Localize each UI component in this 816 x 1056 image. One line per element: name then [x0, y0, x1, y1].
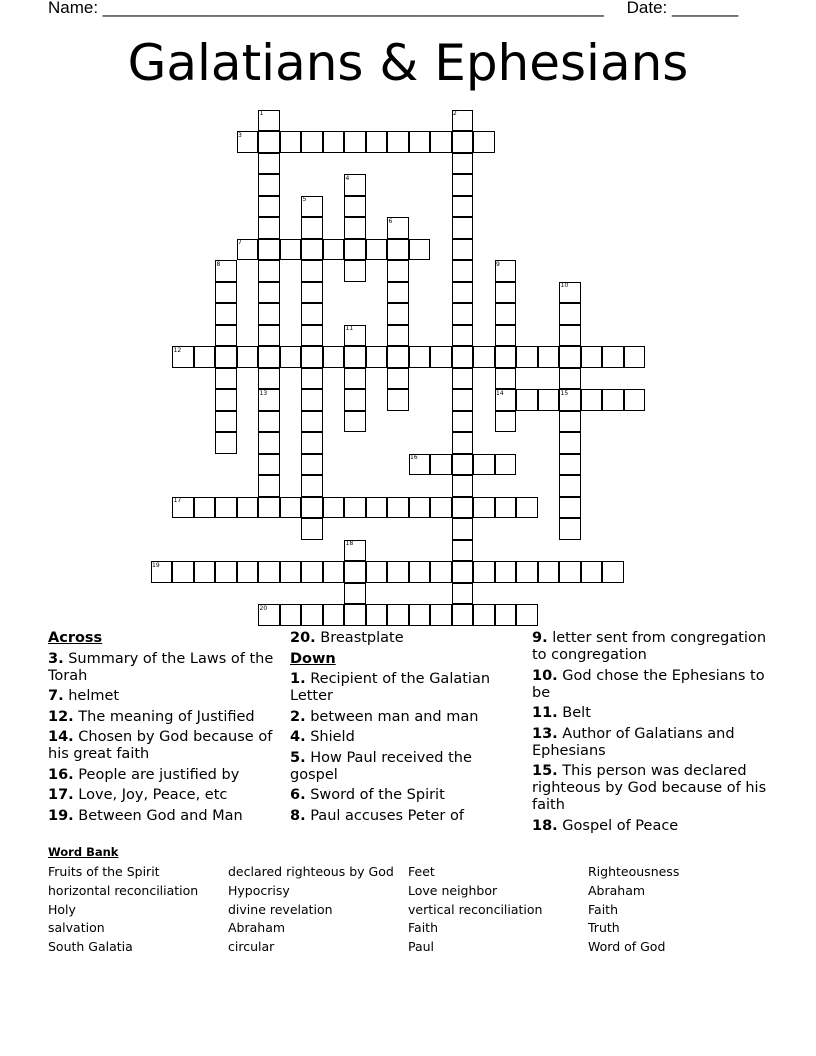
- crossword-cell[interactable]: [215, 282, 237, 304]
- crossword-cell[interactable]: [301, 389, 323, 411]
- crossword-cell[interactable]: [387, 282, 409, 304]
- crossword-cell[interactable]: [452, 518, 474, 540]
- crossword-cell[interactable]: [387, 389, 409, 411]
- crossword-cell[interactable]: [344, 497, 366, 519]
- crossword-cell[interactable]: [452, 153, 474, 175]
- crossword-cell[interactable]: [387, 604, 409, 626]
- crossword-cell[interactable]: [452, 475, 474, 497]
- clue-number: 20: [259, 604, 268, 612]
- crossword-cell[interactable]: [559, 325, 581, 347]
- clue-down-10: 10. God chose the Ephesians to be: [532, 667, 765, 701]
- crossword-cell[interactable]: [581, 561, 603, 583]
- clue-down-2: 2. between man and man: [290, 708, 479, 725]
- crossword-cell[interactable]: [280, 346, 302, 368]
- crossword-cell[interactable]: [409, 239, 431, 261]
- clues-column-1: [48, 630, 280, 828]
- clue-across-19: 19. Between God and Man: [48, 807, 243, 824]
- word-bank-item: Abraham: [228, 920, 286, 936]
- crossword-cell[interactable]: [430, 497, 452, 519]
- crossword-cell[interactable]: [538, 561, 560, 583]
- crossword-cell[interactable]: [559, 475, 581, 497]
- word-bank-item: Fruits of the Spirit: [48, 864, 160, 879]
- crossword-cell[interactable]: [366, 604, 388, 626]
- crossword-cell[interactable]: [430, 346, 452, 368]
- crossword-cell[interactable]: [387, 368, 409, 390]
- crossword-cell[interactable]: [559, 368, 581, 390]
- word-bank-item: Truth: [588, 920, 620, 936]
- crossword-cell[interactable]: [301, 303, 323, 325]
- crossword-cell[interactable]: [409, 497, 431, 519]
- crossword-cell[interactable]: [194, 497, 216, 519]
- crossword-cell[interactable]: [258, 561, 280, 583]
- crossword-cell[interactable]: [409, 561, 431, 583]
- crossword-cell[interactable]: [452, 282, 474, 304]
- clue-down-9: 9. letter sent from congregation to congregation: [532, 630, 767, 663]
- crossword-cell[interactable]: [215, 303, 237, 325]
- clue-down-18: 18. Gospel of Peace: [532, 817, 679, 834]
- crossword-cell[interactable]: [602, 389, 624, 411]
- crossword-cell[interactable]: [258, 153, 280, 175]
- crossword-cell[interactable]: [258, 303, 280, 325]
- crossword-cell[interactable]: [452, 260, 474, 282]
- crossword-cell[interactable]: [344, 389, 366, 411]
- clue-number: 1: [259, 110, 264, 117]
- crossword-cell[interactable]: [452, 346, 474, 368]
- page-title: Galatians & Ephesians: [127, 34, 689, 92]
- crossword-cell[interactable]: [473, 454, 495, 476]
- crossword-cell[interactable]: [258, 325, 280, 347]
- crossword-cell[interactable]: [344, 260, 366, 282]
- crossword-cell[interactable]: [538, 389, 560, 411]
- crossword-cell[interactable]: [516, 346, 538, 368]
- word-bank-column-3: [408, 863, 542, 957]
- crossword-cell[interactable]: [559, 303, 581, 325]
- crossword-cell[interactable]: [215, 411, 237, 433]
- crossword-cell[interactable]: [215, 389, 237, 411]
- crossword-cell[interactable]: [258, 346, 280, 368]
- crossword-cell[interactable]: [344, 239, 366, 261]
- clue-down-11: 11. Belt: [532, 705, 591, 721]
- crossword-cell[interactable]: [387, 260, 409, 282]
- crossword-cell[interactable]: [344, 217, 366, 239]
- crossword-cell[interactable]: [581, 346, 603, 368]
- clue-number: 4: [345, 174, 350, 182]
- crossword-cell[interactable]: [387, 131, 409, 153]
- clue-number: 7: [238, 239, 242, 246]
- clue-down-15: 15. This person was declared righteous by God because of his faith: [532, 763, 767, 813]
- crossword-cell[interactable]: [452, 368, 474, 390]
- crossword-cell[interactable]: [430, 131, 452, 153]
- crossword-cell[interactable]: [280, 561, 302, 583]
- crossword-cell[interactable]: [280, 497, 302, 519]
- clue-number: 18: [345, 540, 354, 547]
- crossword-cell[interactable]: [559, 497, 581, 519]
- clue-number: 8: [216, 260, 221, 268]
- crossword-cell[interactable]: [301, 411, 323, 433]
- crossword-cell[interactable]: [280, 604, 302, 626]
- crossword-cell[interactable]: [301, 497, 323, 519]
- word-bank-item: Paul: [408, 939, 435, 955]
- crossword-cell[interactable]: [366, 346, 388, 368]
- name-field[interactable]: Name: _____________________________________________________: [48, 0, 604, 17]
- crossword-cell[interactable]: [430, 454, 452, 476]
- clue-number: 14: [496, 389, 504, 397]
- clue-down-8: 8. Paul accuses Peter of: [290, 807, 464, 824]
- crossword-cell[interactable]: [516, 497, 538, 519]
- word-bank-item: Faith: [408, 920, 438, 936]
- crossword-cell[interactable]: [387, 346, 409, 368]
- clue-down-5: 5. How Paul received the gospel: [290, 749, 472, 783]
- crossword-cell[interactable]: [473, 346, 495, 368]
- clue-number: 2: [453, 110, 457, 117]
- crossword-cell[interactable]: [473, 131, 495, 153]
- crossword-cell[interactable]: [215, 325, 237, 347]
- clue-down-6: 6. Sword of the Spirit: [290, 787, 445, 803]
- clue-number: 17: [173, 497, 182, 504]
- word-bank-item: vertical reconciliation: [408, 901, 543, 917]
- crossword-cell[interactable]: [237, 346, 259, 368]
- crossword-cell[interactable]: [344, 196, 366, 218]
- crossword-cell[interactable]: [172, 561, 194, 583]
- crossword-cell[interactable]: [344, 411, 366, 433]
- crossword-cell[interactable]: [452, 604, 474, 626]
- crossword-cell[interactable]: [387, 325, 409, 347]
- crossword-cell[interactable]: [301, 518, 323, 540]
- crossword-cell[interactable]: [581, 389, 603, 411]
- clue-number: 11: [345, 325, 354, 332]
- crossword-cell[interactable]: [387, 561, 409, 583]
- crossword-cell[interactable]: [452, 432, 474, 454]
- clue-number: 16: [410, 454, 418, 461]
- crossword-cell[interactable]: [258, 432, 280, 454]
- crossword-cell[interactable]: [538, 346, 560, 368]
- crossword-cell[interactable]: [323, 131, 345, 153]
- crossword-cell[interactable]: [495, 454, 517, 476]
- crossword-cell[interactable]: [366, 131, 388, 153]
- word-bank-item: Love neighbor: [408, 882, 498, 898]
- crossword-cell[interactable]: [301, 131, 323, 153]
- down-heading: Down: [290, 650, 336, 667]
- word-bank-column-4: [588, 863, 679, 957]
- crossword-cell[interactable]: [215, 368, 237, 390]
- crossword-cell[interactable]: [559, 411, 581, 433]
- clue-down-1: 1. Recipient of the Galatian Letter: [290, 671, 491, 704]
- crossword-cell[interactable]: [602, 346, 624, 368]
- crossword-cell[interactable]: [452, 583, 474, 605]
- clue-across-20: 20. Breastplate: [290, 630, 404, 646]
- clue-down-13: 13. Author of Galatians and Ephesians: [532, 725, 735, 759]
- word-bank-item: South Galatia: [48, 939, 133, 955]
- word-bank-column-1: [48, 863, 198, 957]
- clue-number: 19: [152, 561, 160, 569]
- crossword-cell[interactable]: [452, 454, 474, 476]
- clues-column-2: [290, 630, 522, 828]
- clue-number: 12: [173, 346, 182, 354]
- crossword-cell[interactable]: [258, 260, 280, 282]
- word-bank-item: salvation: [48, 920, 105, 936]
- word-bank-item: Word of God: [588, 939, 666, 955]
- crossword-cell[interactable]: [258, 411, 280, 433]
- crossword-cell[interactable]: [301, 475, 323, 497]
- word-bank-item: Holy: [48, 901, 76, 917]
- crossword-cell[interactable]: [301, 604, 323, 626]
- crossword-cell[interactable]: [258, 196, 280, 218]
- word-bank-item: Feet: [408, 864, 435, 879]
- clue-across-17: 17. Love, Joy, Peace, etc: [48, 787, 228, 803]
- crossword-cell[interactable]: [323, 604, 345, 626]
- crossword-cell[interactable]: [495, 497, 517, 519]
- crossword-cell[interactable]: [215, 497, 237, 519]
- clue-across-14: 14. Chosen by God because of his great faith: [48, 729, 273, 762]
- crossword-cell[interactable]: [344, 368, 366, 390]
- word-bank-title: Word Bank: [48, 845, 119, 859]
- crossword-cell[interactable]: [559, 518, 581, 540]
- clue-number: 6: [388, 217, 393, 225]
- crossword-cell[interactable]: [323, 239, 345, 261]
- crossword-cell[interactable]: [409, 604, 431, 626]
- crossword-cell[interactable]: [452, 131, 474, 153]
- crossword-cell[interactable]: [258, 368, 280, 390]
- crossword-cell[interactable]: [344, 346, 366, 368]
- across-heading: Across: [48, 630, 103, 646]
- crossword-cell[interactable]: [323, 561, 345, 583]
- clue-across-16: 16. People are justified by: [48, 766, 240, 783]
- crossword-cell[interactable]: [516, 604, 538, 626]
- crossword-cell[interactable]: [237, 497, 259, 519]
- crossword-cell[interactable]: [387, 303, 409, 325]
- crossword-cell[interactable]: [323, 497, 345, 519]
- crossword-cell[interactable]: [194, 346, 216, 368]
- crossword-cell[interactable]: [344, 583, 366, 605]
- crossword-cell[interactable]: [452, 540, 474, 562]
- crossword-cell[interactable]: [452, 303, 474, 325]
- crossword-cell[interactable]: [559, 454, 581, 476]
- crossword-cell[interactable]: [301, 368, 323, 390]
- crossword-cell[interactable]: [387, 497, 409, 519]
- crossword-cell[interactable]: [430, 604, 452, 626]
- crossword-cell[interactable]: [301, 325, 323, 347]
- clues-column-3: [532, 630, 768, 838]
- crossword-cell[interactable]: [452, 561, 474, 583]
- word-bank-item: circular: [228, 939, 275, 955]
- crossword-cell[interactable]: [452, 239, 474, 261]
- clue-across-12: 12. The meaning of Justified: [48, 708, 255, 725]
- crossword-cell[interactable]: [430, 561, 452, 583]
- crossword-cell[interactable]: [452, 497, 474, 519]
- crossword-cell[interactable]: [559, 561, 581, 583]
- crossword-cell[interactable]: [344, 131, 366, 153]
- clue-number: 13: [259, 389, 268, 397]
- crossword-cell[interactable]: [366, 497, 388, 519]
- crossword-cell[interactable]: [301, 217, 323, 239]
- crossword-cell[interactable]: [387, 239, 409, 261]
- crossword-cell[interactable]: [237, 561, 259, 583]
- crossword-cell[interactable]: [495, 411, 517, 433]
- crossword-cell[interactable]: [215, 346, 237, 368]
- crossword-cell[interactable]: [215, 432, 237, 454]
- crossword-cell[interactable]: [473, 561, 495, 583]
- crossword-cell[interactable]: [280, 131, 302, 153]
- crossword-cell[interactable]: [452, 217, 474, 239]
- word-bank-column-2: [228, 863, 394, 957]
- word-bank-item: Righteousness: [588, 864, 680, 879]
- crossword-cell[interactable]: [301, 561, 323, 583]
- word-bank-item: Hypocrisy: [228, 882, 290, 898]
- crossword-cell[interactable]: [258, 131, 280, 153]
- crossword-cell[interactable]: [366, 561, 388, 583]
- crossword-cell[interactable]: [495, 346, 517, 368]
- clue-number: 10: [560, 282, 569, 289]
- crossword-cell[interactable]: [258, 497, 280, 519]
- clue-number: 15: [560, 389, 569, 397]
- crossword-cell[interactable]: [495, 303, 517, 325]
- word-bank-item: declared righteous by God: [228, 864, 394, 879]
- crossword-cell[interactable]: [473, 497, 495, 519]
- crossword-cell[interactable]: [258, 454, 280, 476]
- crossword-cell[interactable]: [452, 389, 474, 411]
- word-bank-item: Abraham: [588, 882, 646, 898]
- clue-across-3: 3. Summary of the Laws of the Torah: [48, 650, 274, 684]
- crossword-cell[interactable]: [366, 239, 388, 261]
- word-bank-item: Faith: [588, 901, 618, 917]
- crossword-cell[interactable]: [301, 282, 323, 304]
- crossword-cell[interactable]: [559, 346, 581, 368]
- clue-number: 9: [496, 260, 500, 268]
- crossword-cell[interactable]: [301, 260, 323, 282]
- crossword-cell[interactable]: [516, 389, 538, 411]
- crossword-cell[interactable]: [624, 389, 646, 411]
- word-bank-item: horizontal reconciliation: [48, 882, 199, 898]
- crossword-cell[interactable]: [452, 174, 474, 196]
- crossword-cell[interactable]: [495, 561, 517, 583]
- crossword-cell[interactable]: [495, 368, 517, 390]
- crossword-cell[interactable]: [258, 174, 280, 196]
- crossword-cell[interactable]: [495, 604, 517, 626]
- clue-number: 3: [238, 131, 242, 139]
- crossword-cell[interactable]: [301, 346, 323, 368]
- crossword-cell[interactable]: [215, 561, 237, 583]
- crossword-cell[interactable]: [280, 239, 302, 261]
- crossword-cell[interactable]: [258, 239, 280, 261]
- crossword-cell[interactable]: [602, 561, 624, 583]
- word-bank-item: divine revelation: [228, 901, 333, 917]
- crossword-cell[interactable]: [194, 561, 216, 583]
- crossword-cell[interactable]: [559, 432, 581, 454]
- crossword-cell[interactable]: [301, 454, 323, 476]
- crossword-cell[interactable]: [301, 432, 323, 454]
- crossword-cell[interactable]: [624, 346, 646, 368]
- crossword-cell[interactable]: [301, 239, 323, 261]
- crossword-cell[interactable]: [495, 325, 517, 347]
- crossword-cell[interactable]: [452, 196, 474, 218]
- crossword-cell[interactable]: [409, 346, 431, 368]
- date-field[interactable]: Date: _______: [626, 0, 739, 17]
- crossword-cell[interactable]: [258, 475, 280, 497]
- clue-down-4: 4. Shield: [290, 729, 355, 745]
- crossword-cell[interactable]: [516, 561, 538, 583]
- crossword-cell[interactable]: [258, 282, 280, 304]
- crossword-cell[interactable]: [344, 561, 366, 583]
- clue-number: 5: [302, 196, 307, 203]
- clue-across-7: 7. helmet: [48, 688, 120, 704]
- crossword-cell[interactable]: [452, 325, 474, 347]
- crossword-cell[interactable]: [473, 604, 495, 626]
- crossword-cell[interactable]: [409, 131, 431, 153]
- crossword-cell[interactable]: [323, 346, 345, 368]
- crossword-cell[interactable]: [344, 604, 366, 626]
- crossword-cell[interactable]: [452, 411, 474, 433]
- crossword-cell[interactable]: [258, 217, 280, 239]
- crossword-cell[interactable]: [495, 282, 517, 304]
